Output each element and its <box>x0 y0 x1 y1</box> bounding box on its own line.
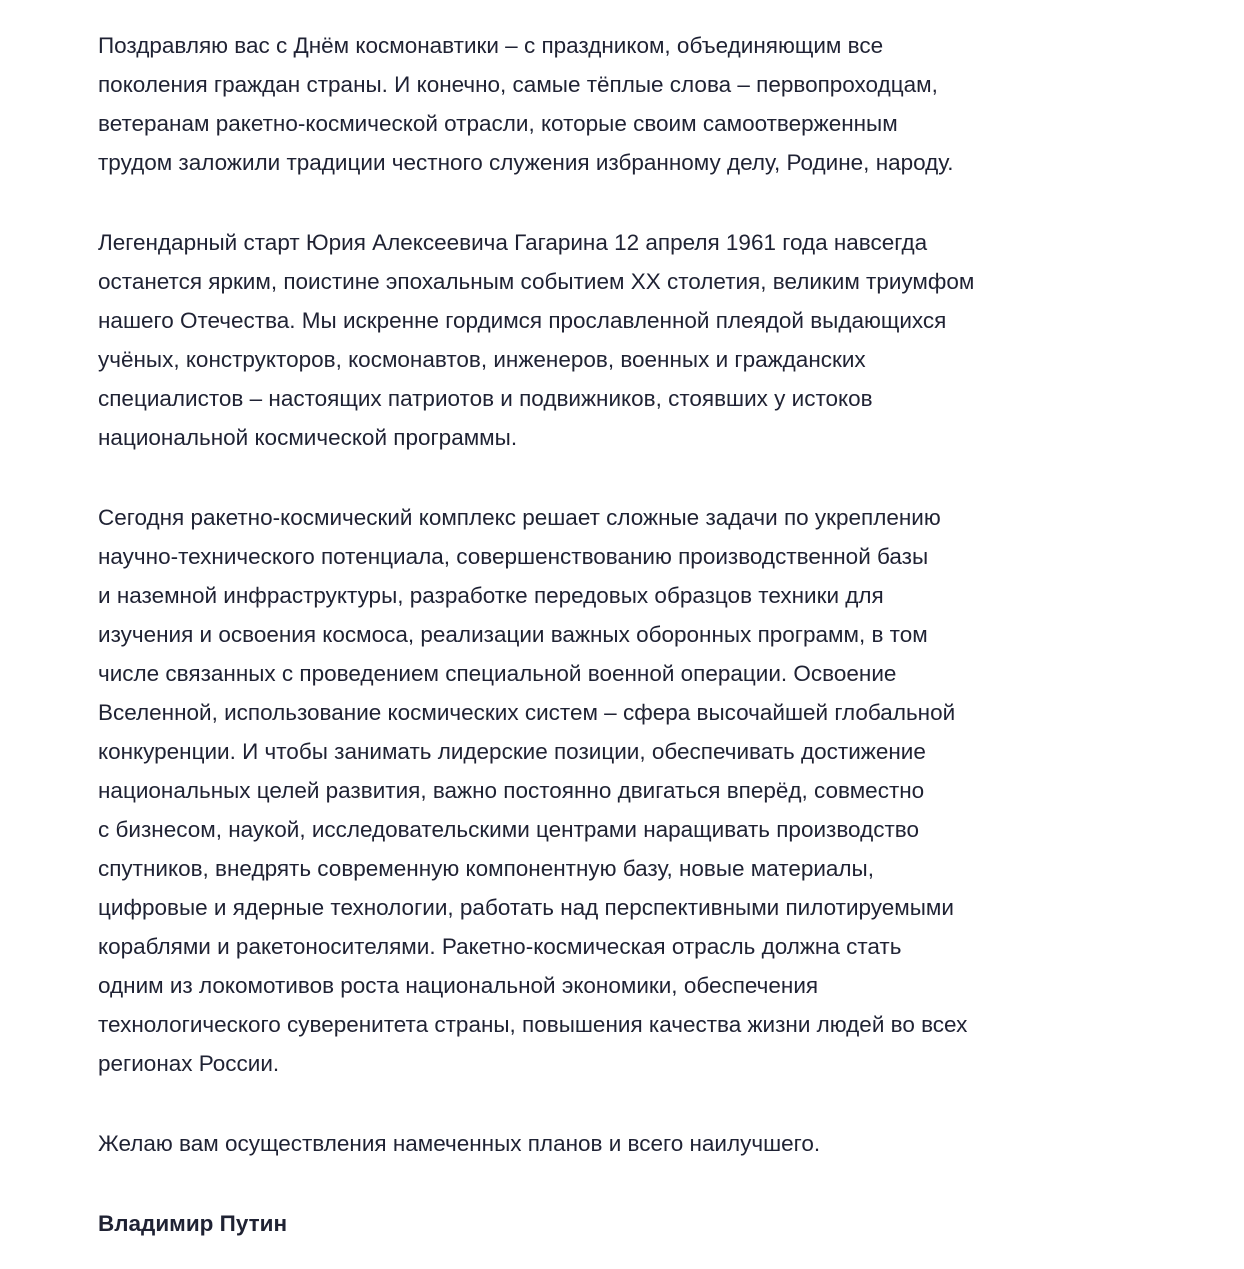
text-line: Желаю вам осуществления намеченных планов и всего наилучшего. <box>98 1131 821 1156</box>
text-line: конкуренции. И чтобы занимать лидерские позиции, обеспечивать достижение <box>98 739 926 764</box>
text-line: останется ярким, поистине эпохальным событием XX столетия, великим триумфом <box>98 269 975 294</box>
text-line: ветеранам ракетно-космической отрасли, которые своим самоотверженным <box>98 111 898 136</box>
text-line: Поздравляю вас с Днём космонавтики – с праздником, объединяющим все <box>98 33 884 58</box>
text-line: Легендарный старт Юрия Алексеевича Гагарина 12 апреля 1961 года навсегда <box>98 230 928 255</box>
text-line: с бизнесом, наукой, исследовательскими центрами наращивать производство <box>98 817 919 842</box>
text-line: изучения и освоения космоса, реализации важных оборонных программ, в том <box>98 622 928 647</box>
article-body <box>98 26 1098 1239</box>
text-line: цифровые и ядерные технологии, работать над перспективными пилотируемыми <box>98 895 954 920</box>
text-line: поколения граждан страны. И конечно, самые тёплые слова – первопроходцам, <box>98 72 938 97</box>
text-line: технологического суверенитета страны, повышения качества жизни людей во всех <box>98 1012 968 1037</box>
text-line: спутников, внедрять современную компонентную базу, новые материалы, <box>98 856 874 881</box>
text-line: научно-технического потенциала, совершенствованию производственной базы <box>98 544 929 569</box>
text-line: и наземной инфраструктуры, разработке передовых образцов техники для <box>98 583 884 608</box>
signature: Владимир Путин <box>98 1211 288 1236</box>
text-line: национальной космической программы. <box>98 425 518 450</box>
text-line: одним из локомотивов роста национальной экономики, обеспечения <box>98 973 819 998</box>
text-line: нашего Отечества. Мы искренне гордимся прославленной плеядой выдающихся <box>98 308 947 333</box>
text-line: учёных, конструкторов, космонавтов, инженеров, военных и гражданских <box>98 347 866 372</box>
text-line: числе связанных с проведением специальной военной операции. Освоение <box>98 661 897 686</box>
text-line: специалистов – настоящих патриотов и подвижников, стоявших у истоков <box>98 386 873 411</box>
paragraph-greeting <box>98 26 1098 182</box>
text-line: регионах России. <box>98 1051 280 1076</box>
paragraph-industry <box>98 498 1098 1083</box>
paragraph-wishes <box>98 1124 1098 1163</box>
text-line: Сегодня ракетно-космический комплекс решает сложные задачи по укреплению <box>98 505 941 530</box>
text-line: трудом заложили традиции честного служения избранному делу, Родине, народу. <box>98 150 954 175</box>
text-line: кораблями и ракетоносителями. Ракетно-космическая отрасль должна стать <box>98 934 902 959</box>
text-line: национальных целей развития, важно постоянно двигаться вперёд, совместно <box>98 778 925 803</box>
paragraph-gagarin <box>98 223 1098 457</box>
text-line: Вселенной, использование космических систем – сфера высочайшей глобальной <box>98 700 956 725</box>
